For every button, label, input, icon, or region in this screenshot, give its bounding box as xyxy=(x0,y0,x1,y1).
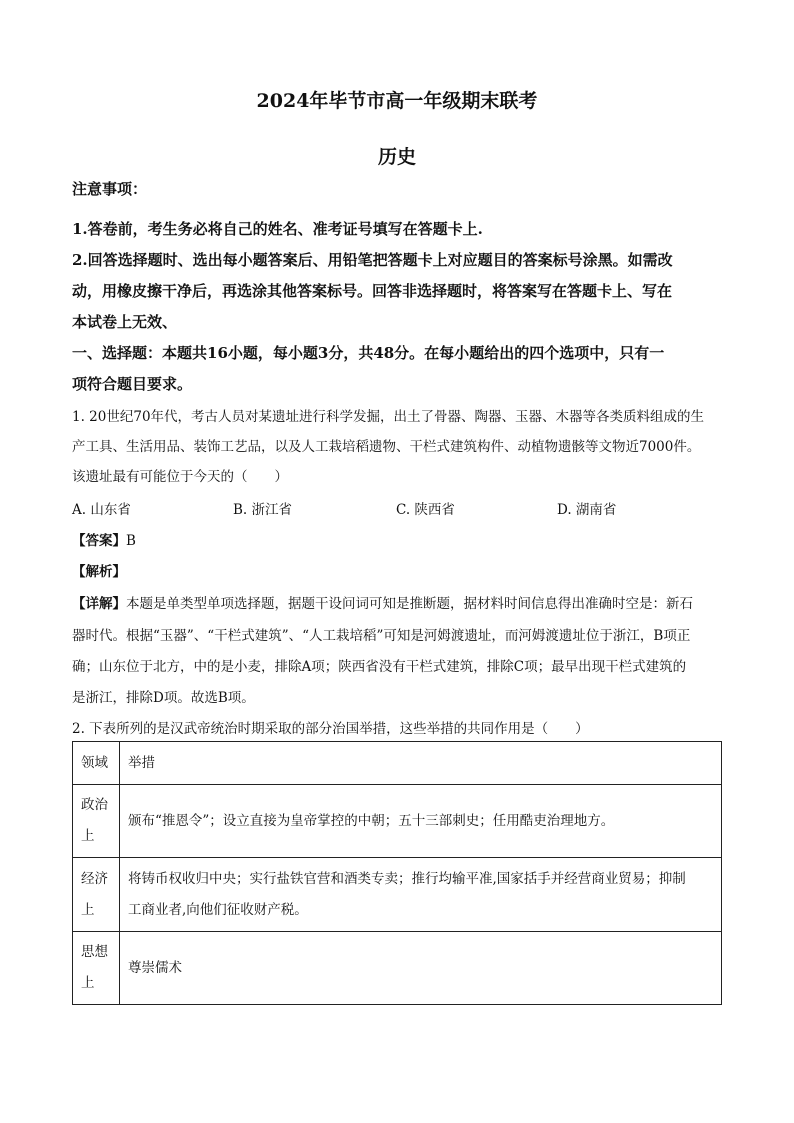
notice-item-2-line-2: 动，用橡皮擦干净后，再选涂其他答案标号。回答非选择题时，将答案写在答题卡上、写在 xyxy=(72,282,673,300)
q1-stem-line-3: 该遗址最有可能位于今天的（ ） xyxy=(72,469,288,485)
measures-table xyxy=(72,741,722,1005)
q2-stem: 2. 下表所列的是汉武帝统治时期采取的部分治国举措，这些举措的共同作用是（ ） xyxy=(72,721,589,737)
area-line-2: 上 xyxy=(81,975,95,991)
table-cell-measure xyxy=(120,932,722,1005)
area-line-2: 上 xyxy=(81,828,95,844)
table-header-area: 领域 xyxy=(73,742,120,785)
notice-heading: 注意事项： xyxy=(72,180,148,198)
area-line-1: 思想 xyxy=(81,944,108,960)
notice-item-1: 1.答卷前，考生务必将自己的姓名、准考证号填写在答题卡上. xyxy=(72,220,483,238)
q1-detail-text-1: 本题是单类型单项选择题，据题干设问词可知是推断题，据材料时间信息得出准确时空是：新石 xyxy=(126,596,693,612)
table-header-row xyxy=(73,742,722,785)
answer-tag: 【答案】 xyxy=(72,533,126,549)
analysis-tag: 【解析】 xyxy=(72,564,126,580)
table-cell-measure xyxy=(120,858,722,932)
table-row xyxy=(73,932,722,1005)
subject-title: 历史 xyxy=(377,146,416,168)
table-cell-area xyxy=(73,785,120,858)
measure-line-2: 工商业者,向他们征收财产税。 xyxy=(128,901,308,918)
section-1-line-2: 项符合题目要求。 xyxy=(72,375,193,393)
table-cell-area xyxy=(73,932,120,1005)
q1-option-b: B. 浙江省 xyxy=(233,502,293,518)
q1-detail-line-1 xyxy=(72,592,693,612)
detail-tag: 【详解】 xyxy=(72,596,126,612)
exam-title: 2024年毕节市高一年级期末联考 xyxy=(256,90,538,112)
table-cell-measure xyxy=(120,785,722,858)
answer-value: B xyxy=(126,533,136,549)
q1-option-c: C. 陕西省 xyxy=(396,502,455,518)
table-row xyxy=(73,785,722,858)
notice-item-2-line-1: 2.回答选择题时、选出每小题答案后、用铅笔把答题卡上对应题目的答案标号涂黑。如需改 xyxy=(72,251,673,269)
table-header-measure: 举措 xyxy=(120,742,722,785)
q1-answer-line xyxy=(72,529,136,549)
notice-item-2-line-3: 本试卷上无效、 xyxy=(72,313,178,331)
measure-line-1: 尊崇儒术 xyxy=(128,959,182,976)
area-line-1: 经济 xyxy=(81,870,108,887)
q1-detail-line-3: 确；山东位于北方，中的是小麦，排除A项；陕西省没有干栏式建筑，排除C项；最早出现干栏式建筑的 xyxy=(72,659,687,675)
q1-option-d: D. 湖南省 xyxy=(557,502,617,518)
q1-detail-line-2: 器时代。根据“玉器”、“干栏式建筑”、“人工栽培稻”可知是河姆渡遗址，而河姆渡遗址位于浙江，B项正 xyxy=(72,628,691,644)
area-line-1: 政治 xyxy=(81,797,108,813)
q1-stem-line-1: 1. 20世纪70年代，考古人员对某遗址进行科学发掘，出土了骨器、陶器、玉器、木器等各类质料组成的生 xyxy=(72,409,705,425)
measure-line-1: 颁布“推恩令”；设立直接为皇帝掌控的中朝；五十三部刺史；任用酷吏治理地方。 xyxy=(128,812,615,829)
q1-stem-line-2: 产工具、生活用品、装饰工艺品，以及人工栽培稻遗物、干栏式建筑构件、动植物遗骸等文物近7000件。 xyxy=(72,439,701,455)
table-cell-area xyxy=(73,858,120,932)
q1-detail-line-4: 是浙江，排除D项。故选B项。 xyxy=(72,690,255,706)
area-line-2: 上 xyxy=(81,901,95,918)
section-1-line-1: 一、选择题：本题共16小题，每小题3分，共48分。在每小题给出的四个选项中，只有一 xyxy=(72,344,665,362)
q1-option-a: A. 山东省 xyxy=(72,502,131,518)
measure-line-1: 将铸币权收归中央；实行盐铁官营和酒类专卖；推行均输平准,国家括手并经营商业贸易；抑制 xyxy=(128,870,686,887)
table-row xyxy=(73,858,722,932)
